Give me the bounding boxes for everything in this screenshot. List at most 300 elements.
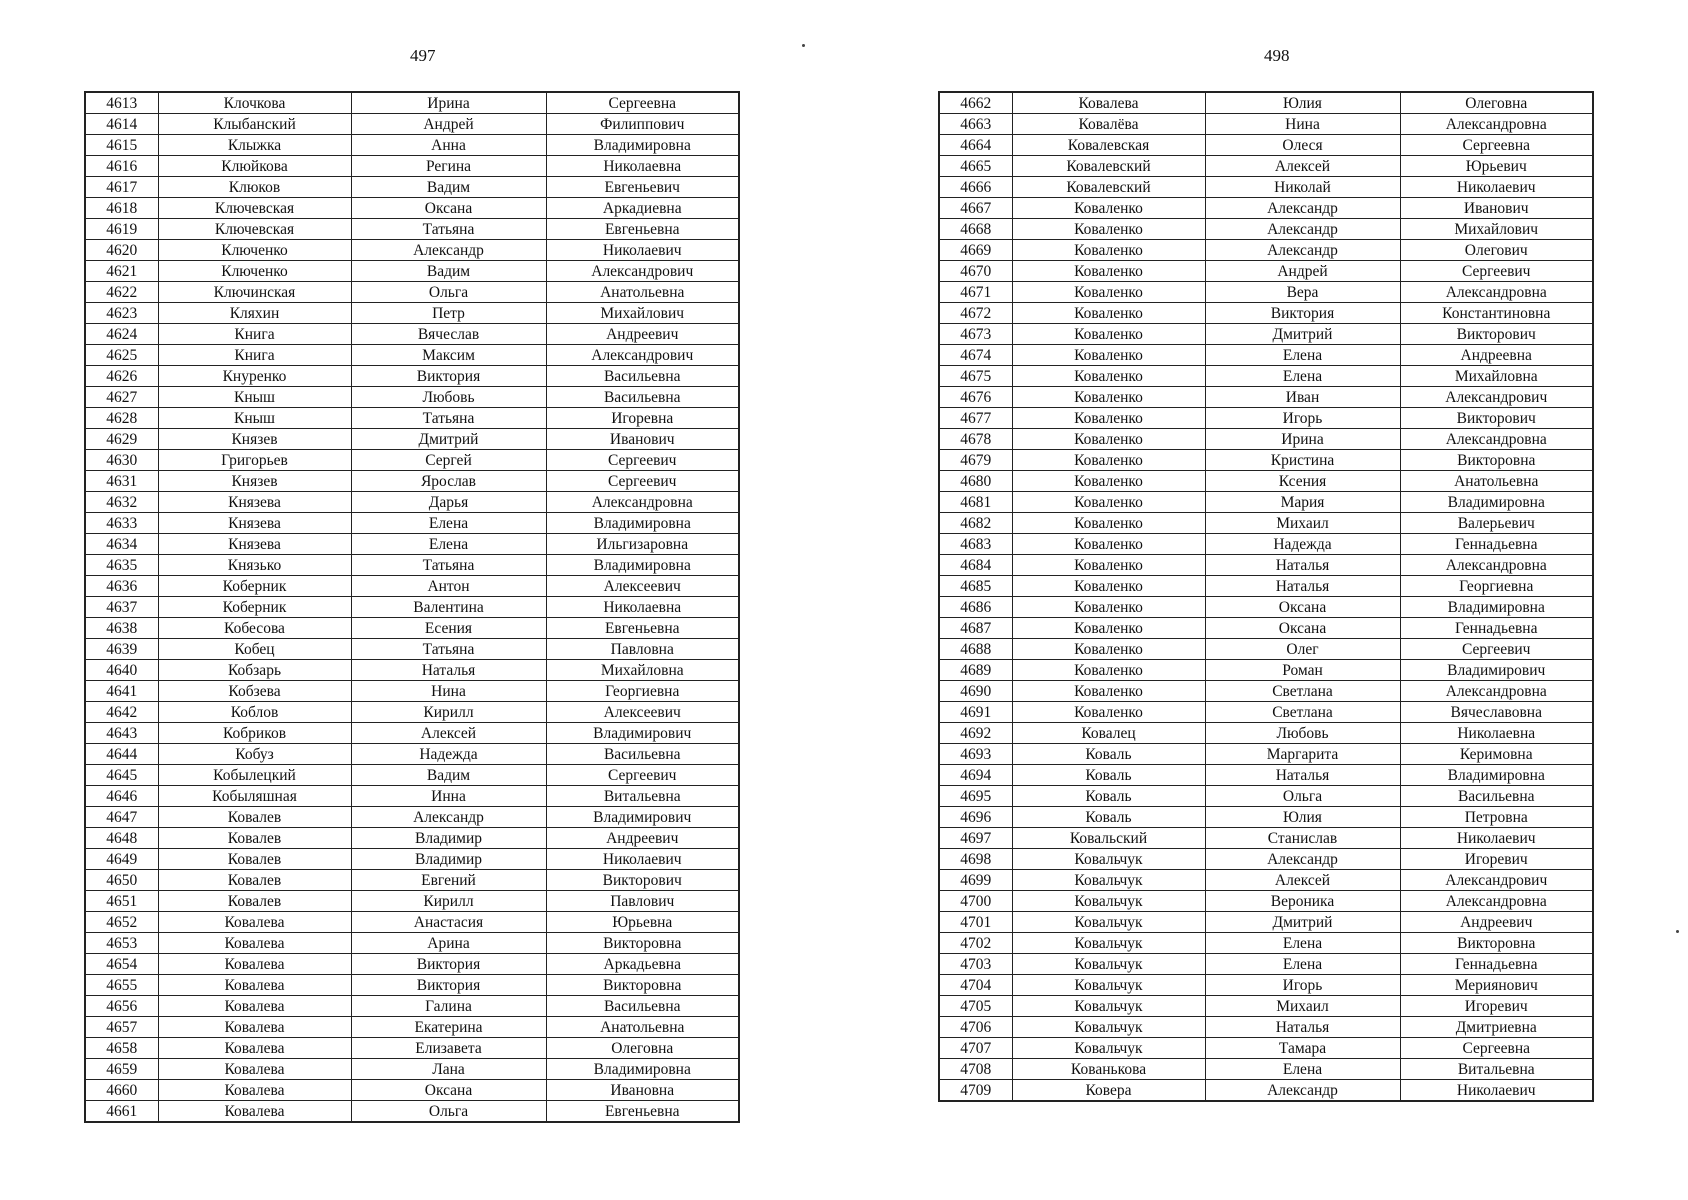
table-row: [85, 744, 739, 765]
table-row: [85, 576, 739, 597]
table-row: [85, 807, 739, 828]
table-row: [939, 282, 1593, 303]
surname-cell: Коваленко: [1012, 282, 1205, 303]
first-name-cell: Сергей: [351, 450, 546, 471]
table-row: [939, 681, 1593, 702]
first-name-cell: Елена: [1205, 933, 1400, 954]
table-row: [85, 1038, 739, 1059]
first-name-cell: Олег: [1205, 639, 1400, 660]
table-row: [85, 1101, 739, 1123]
row-number-cell: 4673: [939, 324, 1012, 345]
row-number-cell: 4679: [939, 450, 1012, 471]
table-row: [85, 891, 739, 912]
patronymic-cell: Михайлович: [546, 303, 739, 324]
first-name-cell: Максим: [351, 345, 546, 366]
first-name-cell: Владимир: [351, 828, 546, 849]
table-row: [939, 765, 1593, 786]
table-row: [939, 807, 1593, 828]
surname-cell: Князько: [158, 555, 351, 576]
first-name-cell: Александр: [1205, 198, 1400, 219]
patronymic-cell: Геннадьевна: [1400, 954, 1593, 975]
row-number-cell: 4650: [85, 870, 158, 891]
surname-cell: Коваленко: [1012, 681, 1205, 702]
first-name-cell: Елена: [351, 534, 546, 555]
surname-cell: Коваленко: [1012, 618, 1205, 639]
patronymic-cell: Алексеевич: [546, 576, 739, 597]
table-row: [939, 240, 1593, 261]
surname-cell: Ковалёва: [1012, 114, 1205, 135]
patronymic-cell: Александрович: [1400, 387, 1593, 408]
surname-cell: Коблов: [158, 702, 351, 723]
table-row: [939, 870, 1593, 891]
row-number-cell: 4619: [85, 219, 158, 240]
patronymic-cell: Васильевна: [546, 996, 739, 1017]
surname-cell: Коберник: [158, 576, 351, 597]
surname-cell: Ковалев: [158, 891, 351, 912]
first-name-cell: Ирина: [351, 92, 546, 114]
row-number-cell: 4616: [85, 156, 158, 177]
first-name-cell: Александр: [1205, 240, 1400, 261]
table-row: [85, 765, 739, 786]
patronymic-cell: Васильевна: [1400, 786, 1593, 807]
table-row: [939, 618, 1593, 639]
row-number-cell: 4700: [939, 891, 1012, 912]
patronymic-cell: Васильевна: [546, 387, 739, 408]
table-row: [939, 912, 1593, 933]
patronymic-cell: Михайловна: [1400, 366, 1593, 387]
patronymic-cell: Сергеевна: [1400, 1038, 1593, 1059]
row-number-cell: 4709: [939, 1080, 1012, 1102]
patronymic-cell: Николаевна: [1400, 723, 1593, 744]
table-row: [939, 387, 1593, 408]
surname-cell: Ковера: [1012, 1080, 1205, 1102]
table-row: [939, 786, 1593, 807]
table-row: [85, 324, 739, 345]
surname-cell: Коваль: [1012, 807, 1205, 828]
table-row: [85, 177, 739, 198]
row-number-cell: 4647: [85, 807, 158, 828]
table-row: [85, 870, 739, 891]
row-number-cell: 4665: [939, 156, 1012, 177]
row-number-cell: 4624: [85, 324, 158, 345]
table-row: [939, 408, 1593, 429]
table-row: [85, 660, 739, 681]
row-number-cell: 4675: [939, 366, 1012, 387]
surname-cell: Григорьев: [158, 450, 351, 471]
surname-cell: Ключевская: [158, 198, 351, 219]
scan-speck: [1676, 930, 1679, 933]
row-number-cell: 4682: [939, 513, 1012, 534]
first-name-cell: Игорь: [1205, 408, 1400, 429]
patronymic-cell: Сергеевич: [546, 765, 739, 786]
surname-cell: Клыжка: [158, 135, 351, 156]
first-name-cell: Александр: [351, 807, 546, 828]
surname-cell: Кныш: [158, 408, 351, 429]
surname-cell: Коваленко: [1012, 303, 1205, 324]
row-number-cell: 4688: [939, 639, 1012, 660]
table-row: [85, 513, 739, 534]
patronymic-cell: Владимирович: [546, 807, 739, 828]
patronymic-cell: Александровна: [546, 492, 739, 513]
row-number-cell: 4617: [85, 177, 158, 198]
surname-cell: Коваленко: [1012, 198, 1205, 219]
surname-cell: Коваль: [1012, 765, 1205, 786]
patronymic-cell: Анатольевна: [546, 1017, 739, 1038]
row-number-cell: 4667: [939, 198, 1012, 219]
surname-cell: Ковальский: [1012, 828, 1205, 849]
surname-cell: Кобесова: [158, 618, 351, 639]
table-row: [939, 996, 1593, 1017]
table-row: [85, 198, 739, 219]
table-row: [85, 471, 739, 492]
row-number-cell: 4629: [85, 429, 158, 450]
table-row: [85, 366, 739, 387]
table-row: [85, 702, 739, 723]
right-page-number: 498: [1264, 46, 1290, 65]
table-row: [939, 849, 1593, 870]
table-row: [85, 828, 739, 849]
row-number-cell: 4628: [85, 408, 158, 429]
table-row: [85, 92, 739, 114]
patronymic-cell: Сергеевич: [546, 471, 739, 492]
patronymic-cell: Игоревич: [1400, 996, 1593, 1017]
patronymic-cell: Михайлович: [1400, 219, 1593, 240]
table-row: [939, 555, 1593, 576]
surname-cell: Кляхин: [158, 303, 351, 324]
row-number-cell: 4695: [939, 786, 1012, 807]
row-number-cell: 4615: [85, 135, 158, 156]
patronymic-cell: Викторовна: [1400, 933, 1593, 954]
patronymic-cell: Владимировна: [546, 1059, 739, 1080]
table-row: [939, 345, 1593, 366]
patronymic-cell: Олеговна: [1400, 92, 1593, 114]
patronymic-cell: Сергеевич: [1400, 261, 1593, 282]
surname-cell: Ковальчук: [1012, 933, 1205, 954]
table-row: [85, 345, 739, 366]
first-name-cell: Наталья: [1205, 555, 1400, 576]
row-number-cell: 4662: [939, 92, 1012, 114]
patronymic-cell: Александрович: [546, 261, 739, 282]
patronymic-cell: Викторовна: [546, 933, 739, 954]
table-row: [939, 471, 1593, 492]
table-row: [85, 219, 739, 240]
patronymic-cell: Александрович: [1400, 870, 1593, 891]
surname-cell: Ковалева: [158, 933, 351, 954]
row-number-cell: 4656: [85, 996, 158, 1017]
surname-cell: Коваль: [1012, 744, 1205, 765]
table-row: [939, 744, 1593, 765]
surname-cell: Ключенко: [158, 261, 351, 282]
first-name-cell: Вячеслав: [351, 324, 546, 345]
row-number-cell: 4638: [85, 618, 158, 639]
patronymic-cell: Геннадьевна: [1400, 618, 1593, 639]
patronymic-cell: Андреевич: [546, 828, 739, 849]
patronymic-cell: Георгиевна: [546, 681, 739, 702]
patronymic-cell: Керимовна: [1400, 744, 1593, 765]
row-number-cell: 4613: [85, 92, 158, 114]
patronymic-cell: Николаевич: [1400, 828, 1593, 849]
table-row: [85, 933, 739, 954]
first-name-cell: Арина: [351, 933, 546, 954]
surname-cell: Князева: [158, 492, 351, 513]
row-number-cell: 4623: [85, 303, 158, 324]
surname-cell: Кобылецкий: [158, 765, 351, 786]
surname-cell: Коваленко: [1012, 387, 1205, 408]
first-name-cell: Виктория: [351, 366, 546, 387]
patronymic-cell: Валерьевич: [1400, 513, 1593, 534]
patronymic-cell: Андреевна: [1400, 345, 1593, 366]
surname-cell: Ковалец: [1012, 723, 1205, 744]
table-row: [85, 849, 739, 870]
patronymic-cell: Николаевич: [546, 849, 739, 870]
patronymic-cell: Геннадьевна: [1400, 534, 1593, 555]
first-name-cell: Мария: [1205, 492, 1400, 513]
patronymic-cell: Георгиевна: [1400, 576, 1593, 597]
patronymic-cell: Сергеевич: [546, 450, 739, 471]
surname-cell: Коваленко: [1012, 471, 1205, 492]
first-name-cell: Петр: [351, 303, 546, 324]
row-number-cell: 4677: [939, 408, 1012, 429]
surname-cell: Ковалева: [158, 1038, 351, 1059]
first-name-cell: Андрей: [1205, 261, 1400, 282]
first-name-cell: Юлия: [1205, 807, 1400, 828]
row-number-cell: 4649: [85, 849, 158, 870]
table-row: [939, 135, 1593, 156]
surname-cell: Кныш: [158, 387, 351, 408]
row-number-cell: 4671: [939, 282, 1012, 303]
row-number-cell: 4674: [939, 345, 1012, 366]
table-row: [939, 513, 1593, 534]
table-row: [85, 639, 739, 660]
patronymic-cell: Викторович: [1400, 408, 1593, 429]
table-row: [939, 534, 1593, 555]
patronymic-cell: Александровна: [1400, 681, 1593, 702]
surname-cell: Ковалева: [158, 1080, 351, 1101]
surname-cell: Клюков: [158, 177, 351, 198]
patronymic-cell: Андреевич: [546, 324, 739, 345]
patronymic-cell: Александрович: [546, 345, 739, 366]
row-number-cell: 4698: [939, 849, 1012, 870]
surname-cell: Ковалева: [158, 1017, 351, 1038]
row-number-cell: 4664: [939, 135, 1012, 156]
table-row: [85, 996, 739, 1017]
surname-cell: Ковалевский: [1012, 156, 1205, 177]
patronymic-cell: Иванович: [546, 429, 739, 450]
row-number-cell: 4705: [939, 996, 1012, 1017]
table-row: [939, 702, 1593, 723]
first-name-cell: Александр: [351, 240, 546, 261]
first-name-cell: Вероника: [1205, 891, 1400, 912]
row-number-cell: 4672: [939, 303, 1012, 324]
first-name-cell: Татьяна: [351, 408, 546, 429]
patronymic-cell: Николаевич: [1400, 177, 1593, 198]
surname-cell: Коваленко: [1012, 576, 1205, 597]
surname-cell: Князев: [158, 471, 351, 492]
row-number-cell: 4693: [939, 744, 1012, 765]
first-name-cell: Надежда: [1205, 534, 1400, 555]
table-row: [85, 975, 739, 996]
row-number-cell: 4646: [85, 786, 158, 807]
surname-cell: Ковальчук: [1012, 1017, 1205, 1038]
table-row: [939, 933, 1593, 954]
surname-cell: Ковалевский: [1012, 177, 1205, 198]
row-number-cell: 4639: [85, 639, 158, 660]
patronymic-cell: Олегович: [1400, 240, 1593, 261]
patronymic-cell: Викторовна: [1400, 450, 1593, 471]
row-number-cell: 4668: [939, 219, 1012, 240]
row-number-cell: 4702: [939, 933, 1012, 954]
patronymic-cell: Иванович: [1400, 198, 1593, 219]
patronymic-cell: Николаевич: [1400, 1080, 1593, 1102]
first-name-cell: Дмитрий: [351, 429, 546, 450]
row-number-cell: 4644: [85, 744, 158, 765]
surname-cell: Коваленко: [1012, 429, 1205, 450]
first-name-cell: Лана: [351, 1059, 546, 1080]
table-row: [85, 156, 739, 177]
table-row: [939, 156, 1593, 177]
surname-cell: Коваленко: [1012, 597, 1205, 618]
table-row: [939, 92, 1593, 114]
patronymic-cell: Юрьевич: [1400, 156, 1593, 177]
surname-cell: Коваленко: [1012, 660, 1205, 681]
table-row: [85, 912, 739, 933]
table-row: [85, 261, 739, 282]
patronymic-cell: Владимировна: [1400, 765, 1593, 786]
table-row: [939, 492, 1593, 513]
first-name-cell: Нина: [351, 681, 546, 702]
row-number-cell: 4689: [939, 660, 1012, 681]
first-name-cell: Елена: [1205, 345, 1400, 366]
surname-cell: Кобзева: [158, 681, 351, 702]
first-name-cell: Елена: [1205, 1059, 1400, 1080]
row-number-cell: 4694: [939, 765, 1012, 786]
table-row: [939, 723, 1593, 744]
surname-cell: Ковалев: [158, 849, 351, 870]
first-name-cell: Вадим: [351, 261, 546, 282]
table-row: [85, 387, 739, 408]
row-number-cell: 4659: [85, 1059, 158, 1080]
row-number-cell: 4685: [939, 576, 1012, 597]
table-row: [939, 891, 1593, 912]
row-number-cell: 4692: [939, 723, 1012, 744]
patronymic-cell: Владимировна: [1400, 597, 1593, 618]
table-row: [85, 618, 739, 639]
surname-cell: Кнуренко: [158, 366, 351, 387]
table-row: [85, 555, 739, 576]
first-name-cell: Наталья: [1205, 1017, 1400, 1038]
surname-cell: Ковальчук: [1012, 975, 1205, 996]
patronymic-cell: Николаевна: [546, 156, 739, 177]
first-name-cell: Алексей: [1205, 156, 1400, 177]
patronymic-cell: Вячеславовна: [1400, 702, 1593, 723]
first-name-cell: Виктория: [1205, 303, 1400, 324]
surname-cell: Коваленко: [1012, 534, 1205, 555]
table-row: [85, 240, 739, 261]
table-row: [939, 261, 1593, 282]
patronymic-cell: Игоревна: [546, 408, 739, 429]
surname-cell: Клыбанский: [158, 114, 351, 135]
first-name-cell: Виктория: [351, 975, 546, 996]
row-number-cell: 4625: [85, 345, 158, 366]
first-name-cell: Ирина: [1205, 429, 1400, 450]
first-name-cell: Кирилл: [351, 702, 546, 723]
patronymic-cell: Павловна: [546, 639, 739, 660]
table-row: [85, 786, 739, 807]
first-name-cell: Оксана: [351, 198, 546, 219]
table-row: [85, 534, 739, 555]
patronymic-cell: Сергеевич: [1400, 639, 1593, 660]
first-name-cell: Инна: [351, 786, 546, 807]
first-name-cell: Михаил: [1205, 996, 1400, 1017]
surname-cell: Ковальчук: [1012, 1038, 1205, 1059]
first-name-cell: Кристина: [1205, 450, 1400, 471]
patronymic-cell: Константиновна: [1400, 303, 1593, 324]
surname-cell: Князева: [158, 534, 351, 555]
table-row: [85, 597, 739, 618]
row-number-cell: 4621: [85, 261, 158, 282]
patronymic-cell: Александровна: [1400, 555, 1593, 576]
first-name-cell: Юлия: [1205, 92, 1400, 114]
surname-cell: Клочкова: [158, 92, 351, 114]
patronymic-cell: Филиппович: [546, 114, 739, 135]
patronymic-cell: Юрьевна: [546, 912, 739, 933]
patronymic-cell: Ильгизаровна: [546, 534, 739, 555]
surname-cell: Ключенко: [158, 240, 351, 261]
row-number-cell: 4660: [85, 1080, 158, 1101]
surname-cell: Кобриков: [158, 723, 351, 744]
first-name-cell: Маргарита: [1205, 744, 1400, 765]
table-row: [939, 1080, 1593, 1102]
row-number-cell: 4626: [85, 366, 158, 387]
first-name-cell: Анна: [351, 135, 546, 156]
row-number-cell: 4630: [85, 450, 158, 471]
surname-cell: Коваленко: [1012, 492, 1205, 513]
table-row: [85, 723, 739, 744]
table-row: [939, 828, 1593, 849]
patronymic-cell: Александровна: [1400, 114, 1593, 135]
patronymic-cell: Викторовна: [546, 975, 739, 996]
table-row: [939, 975, 1593, 996]
first-name-cell: Регина: [351, 156, 546, 177]
table-row: [939, 660, 1593, 681]
row-number-cell: 4645: [85, 765, 158, 786]
patronymic-cell: Викторович: [1400, 324, 1593, 345]
surname-cell: Кобуз: [158, 744, 351, 765]
table-row: [939, 1059, 1593, 1080]
row-number-cell: 4681: [939, 492, 1012, 513]
table-row: [85, 429, 739, 450]
first-name-cell: Татьяна: [351, 555, 546, 576]
table-row: [939, 597, 1593, 618]
row-number-cell: 4640: [85, 660, 158, 681]
patronymic-cell: Владимирович: [1400, 660, 1593, 681]
first-name-cell: Ольга: [1205, 786, 1400, 807]
table-row: [939, 177, 1593, 198]
first-name-cell: Александр: [1205, 219, 1400, 240]
surname-cell: Ковальчук: [1012, 870, 1205, 891]
row-number-cell: 4684: [939, 555, 1012, 576]
table-row: [85, 954, 739, 975]
surname-cell: Ключевская: [158, 219, 351, 240]
surname-cell: Коваленко: [1012, 240, 1205, 261]
row-number-cell: 4661: [85, 1101, 158, 1123]
surname-cell: Коваленко: [1012, 450, 1205, 471]
surname-cell: Коваленко: [1012, 702, 1205, 723]
row-number-cell: 4618: [85, 198, 158, 219]
row-number-cell: 4653: [85, 933, 158, 954]
first-name-cell: Любовь: [1205, 723, 1400, 744]
first-name-cell: Ольга: [351, 1101, 546, 1123]
